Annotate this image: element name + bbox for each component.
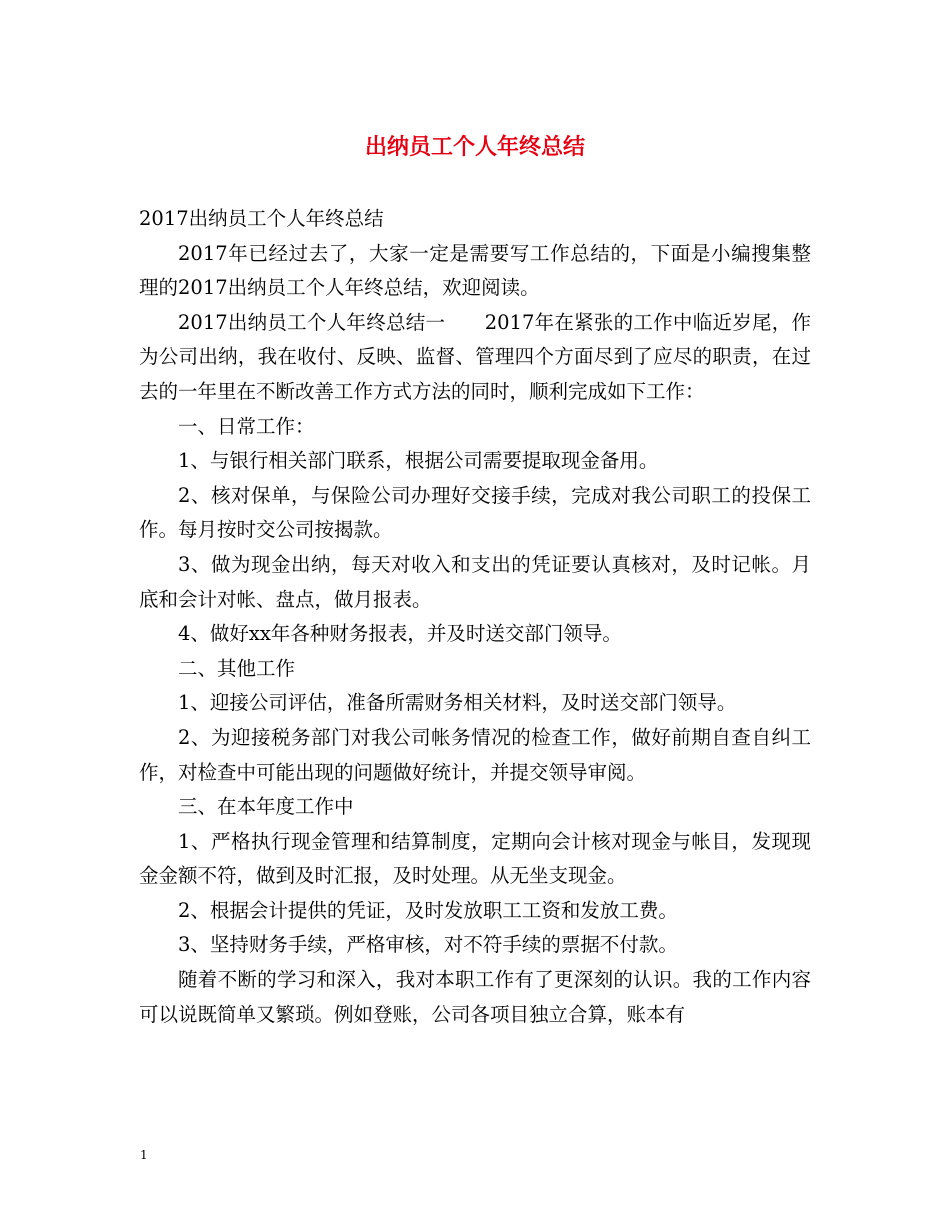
section-heading-daily-work: 一、日常工作： xyxy=(178,414,315,438)
paragraph-intro: 2017年已经过去了，大家一定是需要写工作总结的，下面是小编搜集整理的2017出纳员工个人年终总结，欢迎阅读。 xyxy=(139,241,811,300)
paragraph-item: 2、为迎接税务部门对我公司帐务情况的检查工作，做好前期自查自纠工作，对检查中可能出现的问题做好统计，并提交领导审阅。 xyxy=(139,725,811,784)
paragraph-item: 1、与银行相关部门联系，根据公司需要提取现金备用。 xyxy=(178,449,659,473)
paragraph-heading: 2017出纳员工个人年终总结 xyxy=(139,207,384,230)
page-number: 1 xyxy=(140,1148,148,1162)
paragraph-reflection: 随着不断的学习和深入，我对本职工作有了更深刻的认识。我的工作内容可以说既简单又繁琐。例如登账，公司各项目独立合算，账本有 xyxy=(139,968,811,1026)
paragraph-item: 3、坚持财务手续，严格审核，对不符手续的票据不付款。 xyxy=(178,933,678,957)
paragraph-item: 2、根据会计提供的凭证，及时发放职工工资和发放工费。 xyxy=(178,898,678,922)
paragraph-item: 1、迎接公司评估，准备所需财务相关材料，及时送交部门领导。 xyxy=(178,691,737,715)
paragraph-item: 2、核对保单，与保险公司办理好交接手续，完成对我公司职工的投保工作。每月按时交公司按揭款。 xyxy=(139,483,811,542)
document-body xyxy=(139,202,811,1032)
section-heading-annual-work: 三、在本年度工作中 xyxy=(178,795,354,819)
document-title: 出纳员工个人年终总结 xyxy=(364,135,585,160)
paragraph-item: 3、做为现金出纳，每天对收入和支出的凭证要认真核对，及时记帐。月底和会计对帐、盘点，做月报表。 xyxy=(139,552,811,611)
paragraph-summary-one: 2017出纳员工个人年终总结一 2017年在紧张的工作中临近岁尾，作为公司出纳，我在收付、反映、监督、管理四个方面尽到了应尽的职责，在过去的一年里在不断改善工作方式方法的同时，顺利完成如下工作： xyxy=(139,310,811,403)
section-heading-other-work: 二、其他工作 xyxy=(178,656,296,680)
paragraph-item: 4、做好xx年各种财务报表，并及时送交部门领导。 xyxy=(178,622,622,646)
paragraph-item: 1、严格执行现金管理和结算制度，定期向会计核对现金与帐目，发现现金金额不符，做到及时汇报，及时处理。从无坐支现金。 xyxy=(139,829,811,888)
